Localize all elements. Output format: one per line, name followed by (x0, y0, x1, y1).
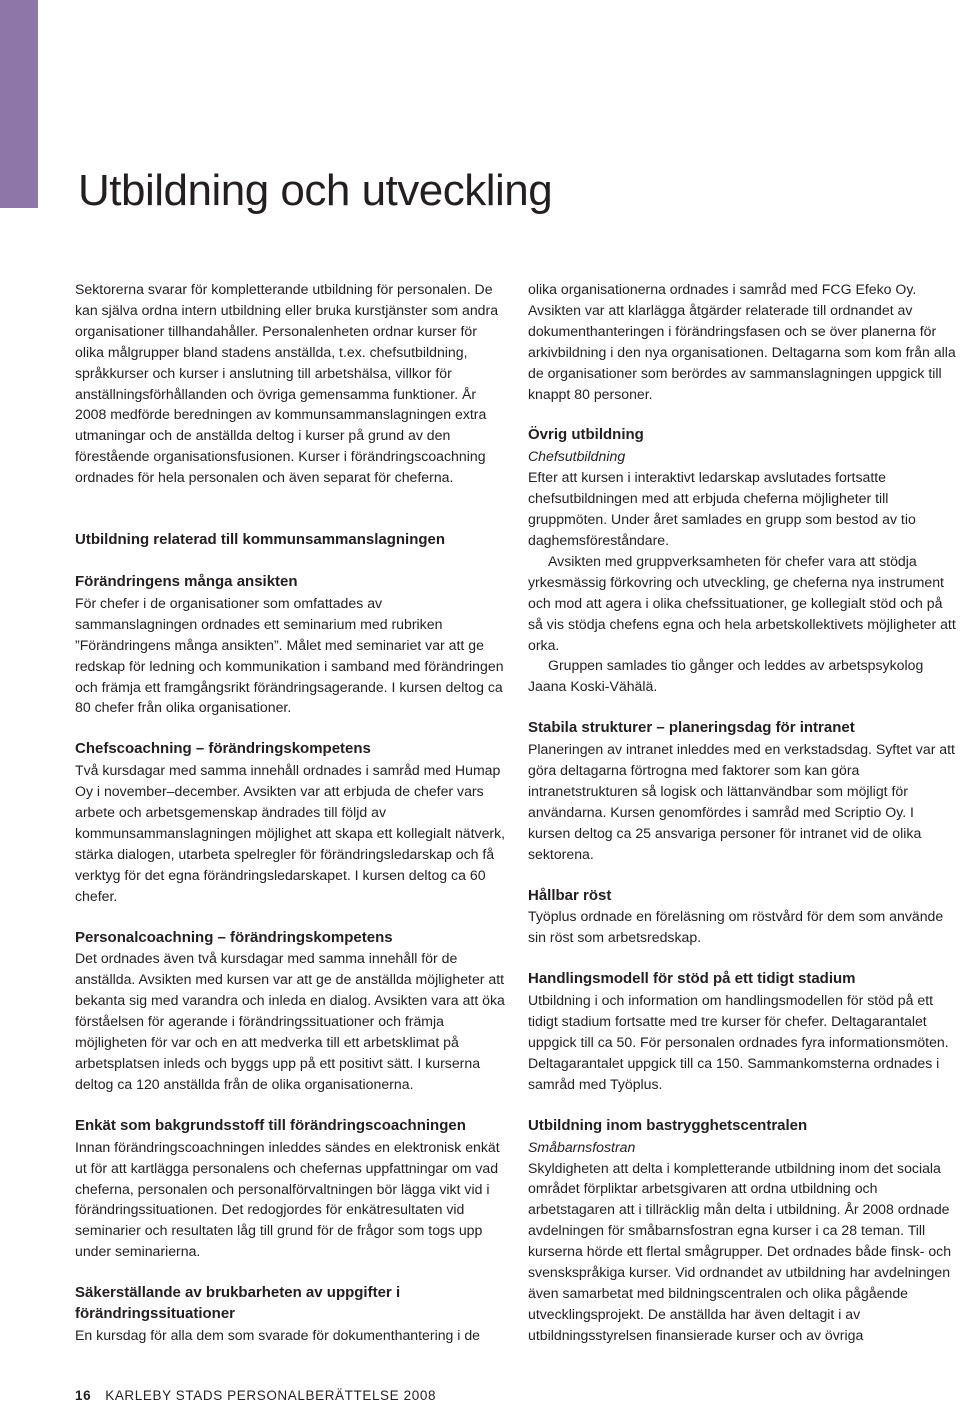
page-title: Utbildning och utveckling (78, 166, 553, 215)
heading-other-training: Övrig utbildning (528, 426, 644, 444)
paragraph-usability: En kursdag för alla dem som svarade för dokumenthantering i de (75, 1326, 481, 1343)
paragraph-survey: Innan förändringscoachningen inleddes sändes en elektronisk enkät ut för att kartlägga personalens och chefernas uppfattningar om vad cheferna, personalen och personalförvaltningen bör lägga vikt vid i förändringssituationen. Det redogjordes för enkätresultaten vid seminarier och resultaten låg till grund för de frågor som togs upp under seminarierna. (75, 1138, 500, 1260)
intro-paragraph: Sektorerna svarar för kompletterande utbildning för personalen. De kan själva ordna intern utbildning eller bruka kurstjänster som andra organisationer tillhandahåller. Personalenheten ordnar kurser för olika målgrupper bland stadens anställda, t.ex. chefsutbildning, språkkurser och kurser i anslutning till arbetshälsa, villkor för anställningsförhållanden och övriga gemensamma funktioner. År 2008 medförde beredningen av kommunsammanslagningen extra utmaningar och de anställda deltog i kurser på grund av den förestående organisationsfusionen. Kurser i förändringscoachning ordnades för hela personalen och även separat för cheferna. (75, 281, 499, 486)
heading-many-faces: Förändringens många ansikten (75, 572, 298, 590)
heading-infant-care: Utbildning inom bastrygghetscentralen (528, 1116, 808, 1134)
paragraph-other-1: Efter att kursen i interaktivt ledarskap avslutades fortsatte chefsutbildningen med att erbjuda cheferna möjligheter till gruppmöten. Under året samlades en grupp som bestod av tio daghemsföreståndare. (528, 469, 916, 548)
subheading-infant-care: Småbarnsfostran (528, 1138, 636, 1155)
heading-voice: Hållbar röst (528, 886, 612, 904)
paragraph-many-faces: För chefer i de organisationer som omfattades av sammanslagningen ordnades ett seminarium med rubriken ”Förändringens många ansikten”. Målet med seminariet var att ge redskap för ledning och kommunikation i samband med förändringen och främja ett framgångsrikt förändringsagerande. I kursen deltog ca 80 chefer från olika organisationer. (75, 594, 504, 716)
paragraph-infant-care: Skyldigheten att delta i kompletterande utbildning inom det sociala området förpliktar arbetsgivaren att ordna utbildning och arbetstagaren att i tillräcklig mån delta i utbildning. År 2008 ordnade avdelningen för småbarnsfostran egna kurser i ca 28 teman. Till kurserna hörde ett flertal smågrupper. Det ordnades både finsk- och svenskspråkiga kurser. Vid ordnandet av utbildning har avdelningen även samarbetat med bildningscentralen och olika pågående utvecklingsprojekt. De anställda har även deltagit i av utbildningsstyrelsen finansierade kurser och av övriga (528, 1159, 952, 1343)
heading-staff-coaching: Personalcoachning – förändringskompetens (75, 928, 393, 946)
right-column (528, 279, 960, 1346)
left-column (75, 279, 507, 1346)
paragraph-chef-coaching: Två kursdagar med samma innehåll ordnades i samråd med Humap Oy i november–december. Avsikten var att erbjuda de chefer vars arbete och arbetsgemenskap ändrades till följd av kommunsammanslagningen möjlighet att skapa ett kollegialt nätverk, stärka dialogen, utarbeta spelregler för förändringsledarskap och få verktyg för det egna förändringsledarskapet. I kursen deltog ca 60 chefer. (75, 762, 506, 904)
subheading-chef-training: Chefsutbildning (528, 448, 626, 465)
heading-usability: Säkerställande av brukbarheten av uppgifter i förändringssituationer (75, 1284, 401, 1323)
heading-survey: Enkät som bakgrundsstoff till förändringscoachningen (75, 1116, 466, 1134)
paragraph-other-3: Gruppen samlades tio gånger och leddes av arbetspsykolog Jaana Koski-Vähälä. (528, 657, 924, 695)
heading-chef-coaching: Chefscoachning – förändringskompetens (75, 740, 371, 758)
paragraph-staff-coaching: Det ordnades även två kursdagar med samma innehåll för de anställda. Avsikten med kursen var att ge de anställda möjligheter att bekanta sig med varandra och inleda en dialog. Avsikten vara att öka förståelsen för agerande i förändringssituationer och främja möjligheten för var och en att medverka till ett arbetsklimat på arbetsplatsen inleds och byggs upp på ett positivt sätt. I kurserna deltog ca 120 anställda från de olika organisationerna. (75, 950, 505, 1092)
paragraph-voice: Työplus ordnade en föreläsning om röstvård för dem som använde sin röst som arbetsredskap. (528, 908, 944, 946)
accent-bar (0, 0, 38, 208)
paragraph-action-model: Utbildning i och information om handlingsmodellen för stöd på ett tidigt stadium fortsatte med tre kurser för chefer. Deltagarantalet uppgick till ca 50. För personalen ordnades fyra informationsmöten. Deltagarantalet uppgick till ca 150. Sammankomsterna ordnades i samråd med Työplus. (528, 992, 949, 1092)
paragraph-continued: olika organisationerna ordnades i samråd med FCG Efeko Oy. Avsikten var att klarlägga åtgärder relaterade till ordnandet av dokumenthanteringen i förändringsfasen och se över planerna för arkivbildning i den nya organisationen. Deltagarna som kom från alla de organisationer som berördes av sammanslagningen uppgick till knappt 80 personer. (528, 281, 956, 402)
section-heading-merger: Utbildning relaterad till kommunsammanslagningen (75, 531, 446, 549)
heading-stable-structures: Stabila strukturer – planeringsdag för intranet (528, 719, 855, 737)
page-number: 16 (75, 1388, 92, 1403)
page-footer (75, 1388, 436, 1403)
paragraph-stable-structures: Planeringen av intranet inleddes med en verkstadsdag. Syftet var att göra deltagarna förtrogna med faktorer som kan göra intranetstrukturen så logisk och lättanvändbar som möjligt för användarna. Kursen genomfördes i samråd med Scriptio Oy. I kursen deltog ca 25 ansvariga personer för intranet vid de olika sektorena. (528, 741, 955, 862)
heading-action-model: Handlingsmodell för stöd på ett tidigt stadium (528, 970, 856, 988)
paragraph-other-2: Avsikten med gruppverksamheten för chefer vara att stödja yrkesmässig förkovring och utveckling, ge cheferna nya instrument och mod att agera i olika chefssituationer, ge kollegialt stöd och på så vis stödja chefens egna och hela arbetskollektivets möjligheter att orka. (528, 552, 956, 653)
footer-text: KARLEBY STADS PERSONALBERÄTTELSE 2008 (105, 1388, 437, 1403)
